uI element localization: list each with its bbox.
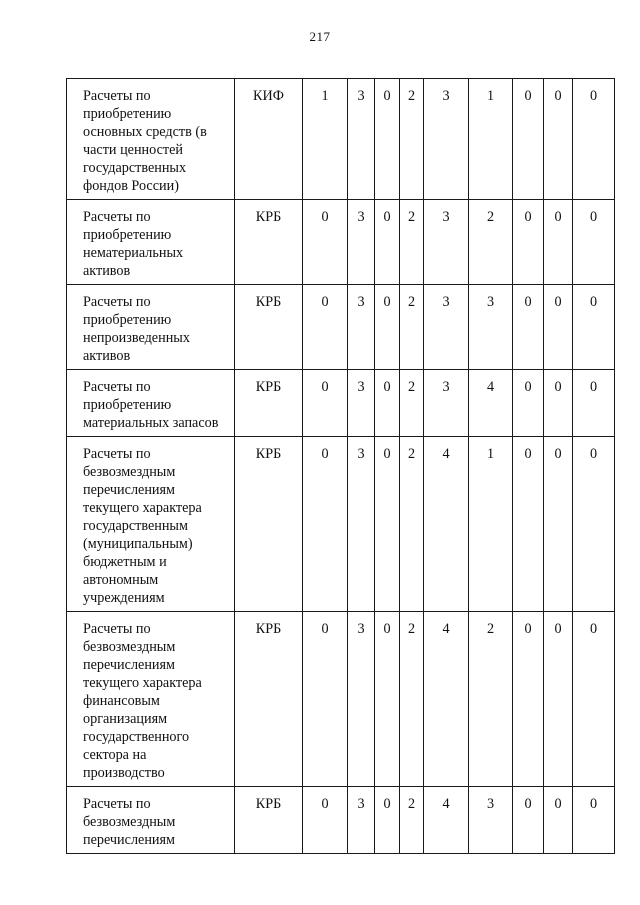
account-digit-cell: 0: [303, 437, 348, 612]
account-digit-cell: 2: [400, 79, 424, 200]
account-name-line: бюджетным и: [83, 554, 167, 570]
account-name-line: фондов России): [83, 178, 179, 194]
account-digit-cell: 0: [573, 787, 615, 854]
account-digit-cell: 1: [469, 79, 513, 200]
account-digit-cell: 0: [513, 285, 544, 370]
account-digit-cell: 0: [375, 612, 400, 787]
table-row: [67, 437, 615, 612]
account-digit-cell: 2: [469, 612, 513, 787]
account-code-cell: КРБ: [235, 612, 303, 787]
account-code-cell: КРБ: [235, 787, 303, 854]
account-name-line: перечислениям: [83, 482, 176, 498]
account-name-line: части ценностей: [83, 142, 183, 158]
account-digit-cell: 3: [348, 200, 375, 285]
table-body: [67, 79, 615, 854]
account-digit-cell: 0: [544, 437, 573, 612]
table-row: [67, 612, 615, 787]
account-name-line: Расчеты по: [83, 621, 151, 637]
account-name-line: Расчеты по: [83, 88, 151, 104]
account-digit-cell: 2: [400, 612, 424, 787]
accounts-table: [66, 78, 615, 854]
account-name-cell: [67, 437, 235, 612]
account-name-line: (муниципальным): [83, 536, 193, 552]
account-digit-cell: 0: [513, 612, 544, 787]
account-digit-cell: 4: [424, 437, 469, 612]
account-code-cell: КРБ: [235, 285, 303, 370]
account-name-line: материальных запасов: [83, 415, 219, 431]
account-name-line: Расчеты по: [83, 209, 151, 225]
account-digit-cell: 3: [348, 370, 375, 437]
account-digit-cell: 3: [348, 285, 375, 370]
account-digit-cell: 3: [469, 285, 513, 370]
account-name-line: Расчеты по: [83, 446, 151, 462]
account-name-cell: [67, 612, 235, 787]
account-digit-cell: 4: [424, 612, 469, 787]
account-name-line: финансовым: [83, 693, 160, 709]
account-digit-cell: 2: [400, 200, 424, 285]
account-name-line: приобретению: [83, 106, 172, 122]
account-digit-cell: 3: [424, 200, 469, 285]
account-digit-cell: 1: [469, 437, 513, 612]
account-digit-cell: 0: [573, 612, 615, 787]
account-digit-cell: 0: [375, 437, 400, 612]
account-name-line: активов: [83, 263, 131, 279]
table-row: [67, 200, 615, 285]
account-name-cell: [67, 787, 235, 854]
account-name-line: основных средств (в: [83, 124, 207, 140]
account-digit-cell: 0: [544, 612, 573, 787]
account-name-line: приобретению: [83, 312, 172, 328]
account-name-line: автономным: [83, 572, 159, 588]
account-digit-cell: 2: [400, 437, 424, 612]
account-name-cell: [67, 370, 235, 437]
account-name-line: нематериальных: [83, 245, 184, 261]
account-name-line: безвозмездным: [83, 464, 176, 480]
account-name-line: текущего характера: [83, 500, 202, 516]
account-digit-cell: 4: [424, 787, 469, 854]
table-row: [67, 285, 615, 370]
account-name-line: государственных: [83, 160, 187, 176]
account-digit-cell: 2: [469, 200, 513, 285]
account-digit-cell: 0: [375, 285, 400, 370]
account-digit-cell: 0: [544, 285, 573, 370]
account-digit-cell: 0: [303, 612, 348, 787]
account-digit-cell: 0: [573, 79, 615, 200]
account-digit-cell: 0: [573, 370, 615, 437]
account-code-cell: КРБ: [235, 200, 303, 285]
account-digit-cell: 0: [375, 200, 400, 285]
account-digit-cell: 0: [573, 285, 615, 370]
account-digit-cell: 0: [375, 787, 400, 854]
account-digit-cell: 3: [348, 612, 375, 787]
table-row: [67, 79, 615, 200]
account-digit-cell: 3: [424, 79, 469, 200]
account-digit-cell: 2: [400, 285, 424, 370]
account-name-line: приобретению: [83, 397, 172, 413]
account-digit-cell: 0: [303, 787, 348, 854]
account-code-cell: КИФ: [235, 79, 303, 200]
account-digit-cell: 0: [544, 200, 573, 285]
account-digit-cell: 2: [400, 787, 424, 854]
account-digit-cell: 0: [303, 200, 348, 285]
account-name-line: активов: [83, 348, 131, 364]
account-name-line: приобретению: [83, 227, 172, 243]
account-name-line: организациям: [83, 711, 168, 727]
account-name-cell: [67, 79, 235, 200]
account-digit-cell: 0: [303, 370, 348, 437]
table-row: [67, 370, 615, 437]
account-digit-cell: 3: [469, 787, 513, 854]
account-name-line: перечислениям: [83, 832, 176, 848]
account-digit-cell: 0: [573, 437, 615, 612]
account-digit-cell: 0: [544, 79, 573, 200]
account-digit-cell: 0: [375, 370, 400, 437]
table-row: [67, 787, 615, 854]
account-digit-cell: 3: [424, 370, 469, 437]
account-digit-cell: 4: [469, 370, 513, 437]
account-digit-cell: 0: [513, 437, 544, 612]
account-name-line: государственным: [83, 518, 188, 534]
account-name-line: Расчеты по: [83, 379, 151, 395]
account-name-line: государственного: [83, 729, 190, 745]
account-digit-cell: 3: [348, 437, 375, 612]
account-code-cell: КРБ: [235, 370, 303, 437]
account-name-line: учреждениям: [83, 590, 165, 606]
account-digit-cell: 0: [573, 200, 615, 285]
account-name-line: перечислениям: [83, 657, 176, 673]
account-name-line: сектора на: [83, 747, 147, 763]
account-digit-cell: 0: [303, 285, 348, 370]
account-digit-cell: 3: [348, 787, 375, 854]
account-digit-cell: 3: [348, 79, 375, 200]
account-digit-cell: 0: [513, 370, 544, 437]
account-name-line: Расчеты по: [83, 796, 151, 812]
account-name-cell: [67, 200, 235, 285]
account-digit-cell: 0: [544, 370, 573, 437]
account-name-line: непроизведенных: [83, 330, 190, 346]
account-digit-cell: 0: [375, 79, 400, 200]
page-number: 217: [309, 29, 331, 44]
account-digit-cell: 2: [400, 370, 424, 437]
account-code-cell: КРБ: [235, 437, 303, 612]
account-name-line: безвозмездным: [83, 814, 176, 830]
account-name-line: производство: [83, 765, 165, 781]
account-digit-cell: 0: [513, 79, 544, 200]
account-name-line: текущего характера: [83, 675, 202, 691]
account-digit-cell: 0: [513, 200, 544, 285]
account-name-line: безвозмездным: [83, 639, 176, 655]
account-digit-cell: 0: [513, 787, 544, 854]
account-digit-cell: 1: [303, 79, 348, 200]
account-digit-cell: 3: [424, 285, 469, 370]
account-name-cell: [67, 285, 235, 370]
account-digit-cell: 0: [544, 787, 573, 854]
account-name-line: Расчеты по: [83, 294, 151, 310]
